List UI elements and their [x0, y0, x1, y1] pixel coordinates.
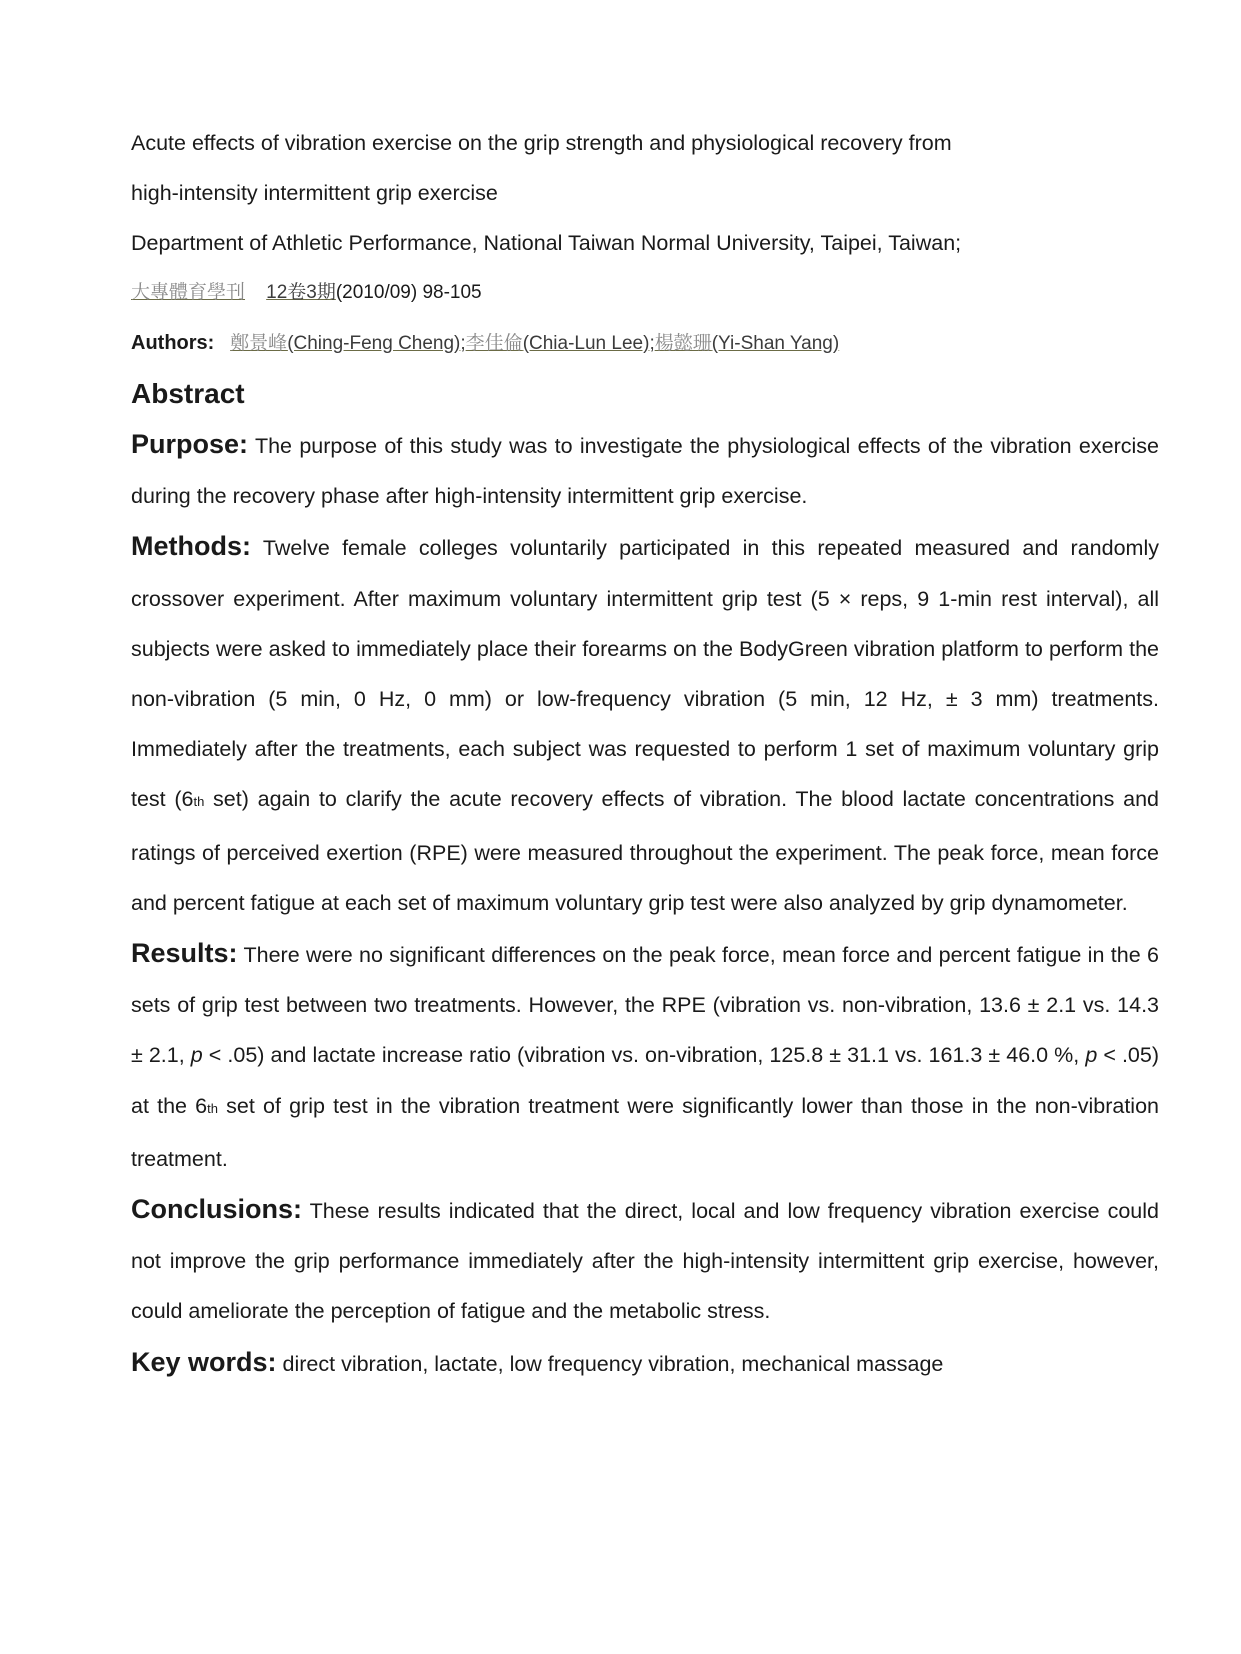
results-section: [131, 928, 1159, 1184]
journal-issue-link[interactable]: 12卷3期: [266, 282, 336, 303]
author-en-name: (Yi-Shan Yang): [711, 333, 840, 354]
conclusions-label: Conclusions:: [131, 1194, 303, 1225]
author-cjk-name: 鄭景峰: [230, 333, 288, 354]
author-link[interactable]: [655, 333, 839, 354]
purpose-section: [131, 419, 1159, 521]
results-text: There were no significant differences on the peak force, mean force and percent fatigue in the 6 sets of grip test between two treatments. However, the RPE (vibration vs. non-vibration, 13.6 ± 2.1 vs. 14.3 ± 2.1,: [131, 943, 1159, 1068]
keywords-section: [131, 1337, 1159, 1389]
author-cjk-name: 李佳倫: [465, 333, 523, 354]
journal-info: [131, 268, 1159, 318]
results-text-cont: < .05) at the 6: [131, 1043, 1159, 1118]
methods-text-cont: set) again to clarify the acute recovery effects of vibration. The blood lactate concentrations and ratings of perceived exertion (RPE) were measured throughout the experiment. The peak force, mean force and percent fatigue at each set of maximum voluntary grip test were also analyzed by grip dynamometer.: [131, 787, 1159, 915]
results-text-cont: set of grip test in the vibration treatment were significantly lower than those in the non-vibration treatment.: [131, 1093, 1159, 1171]
methods-section: [131, 521, 1159, 928]
purpose-text: The purpose of this study was to investigate the physiological effects of the vibration exercise during the recovery phase after high-intensity intermittent grip exercise.: [131, 434, 1159, 509]
author-separator: ;: [460, 333, 466, 354]
author-cjk-name: 楊懿珊: [654, 333, 712, 354]
author-separator: ;: [649, 333, 655, 354]
methods-text: Twelve female colleges voluntarily participated in this repeated measured and randomly crossover experiment. After maximum voluntary intermittent grip test (5 × reps, 9 1-min rest interval), all subjects were asked to immediately place their forearms on the BodyGreen vibration platform to perform the non-vibration (5 min, 0 Hz, 0 mm) or low-frequency vibration (5 min, 12 Hz, ± 3 mm) treatments. Immediately after the treatments, each subject was requested to perform 1 set of maximum voluntary grip test (6: [131, 536, 1159, 812]
purpose-label: Purpose:: [131, 429, 249, 459]
journal-details: (2010/09) 98-105: [335, 282, 482, 303]
paper-title-line-1: Acute effects of vibration exercise on the grip strength and physiological recovery from: [131, 131, 952, 155]
p-value-symbol: p: [190, 1043, 203, 1068]
authors-line: [131, 318, 1159, 369]
author-en-name: (Ching-Feng Cheng): [287, 333, 461, 354]
keywords-label: Key words:: [131, 1346, 277, 1377]
conclusions-text: These results indicated that the direct, local and low frequency vibration exercise could not improve the grip performance immediately after the high-intensity intermittent grip exercise, however, could ameliorate the perception of fatigue and the metabolic stress.: [131, 1199, 1159, 1324]
affiliation: Department of Athletic Performance, National Taiwan Normal University, Taipei, Taiwan;: [131, 231, 962, 255]
methods-label: Methods:: [131, 531, 251, 562]
ordinal-suffix: th: [193, 794, 205, 810]
journal-name-link[interactable]: 大專體育學刊: [131, 282, 246, 303]
keywords-text: direct vibration, lactate, low frequency vibration, mechanical massage: [276, 1351, 944, 1376]
author-en-name: (Chia-Lun Lee): [522, 333, 650, 354]
conclusions-section: [131, 1184, 1159, 1337]
author-link[interactable]: [230, 333, 466, 354]
paper-title-line-2: high-intensity intermittent grip exercise: [131, 181, 498, 205]
paper-page: [131, 118, 1159, 1389]
ordinal-suffix: th: [207, 1100, 218, 1116]
abstract-heading: Abstract: [131, 378, 245, 409]
author-link[interactable]: [466, 333, 655, 354]
p-value-symbol: p: [1085, 1043, 1098, 1068]
authors-label: Authors:: [131, 332, 215, 354]
results-label: Results:: [131, 938, 238, 969]
results-text-cont: < .05) and lactate increase ratio (vibration vs. on-vibration, 125.8 ± 31.1 vs. 161.3 ± 46.0 %,: [202, 1043, 1086, 1068]
